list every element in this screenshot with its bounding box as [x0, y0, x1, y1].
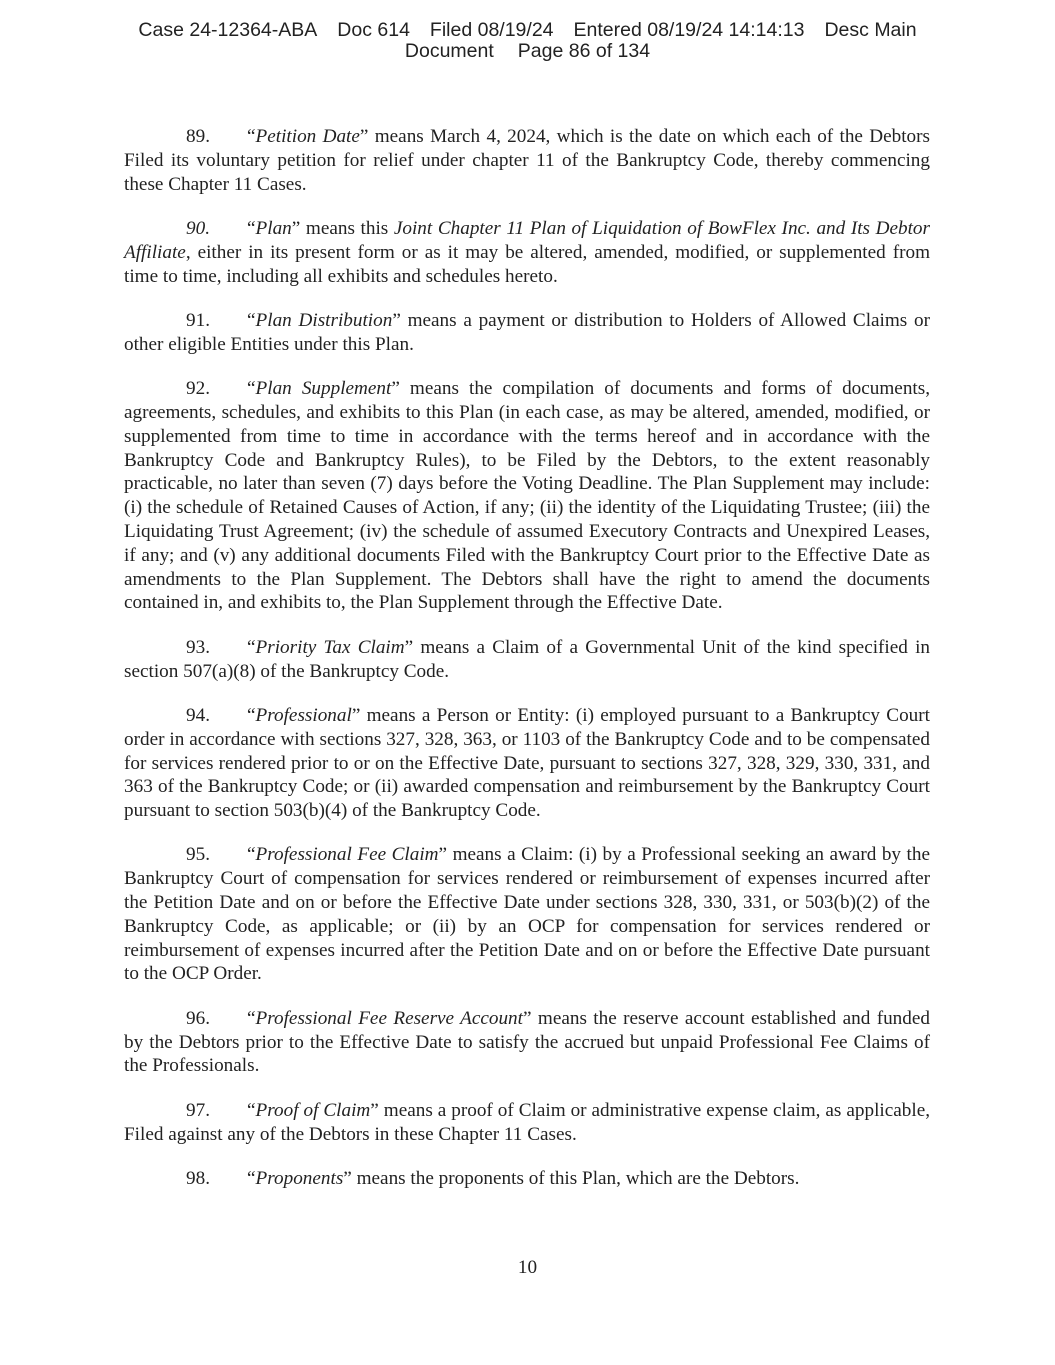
- definition-97: 97. “Proof of Claim” means a proof of Claim or administrative expense claim, as applicable, Filed against any of the Debtors in these Chapter 11 Cases.: [124, 1099, 931, 1145]
- document-body: [124, 125, 930, 1211]
- filing-header-line-2: [0, 41, 1055, 62]
- paragraph-number: 92.: [186, 378, 210, 400]
- paragraph-number: 98.: [186, 1168, 210, 1190]
- definition-text: ” means a Claim: (i) by a Professional seeking an award by the Bankruptcy Court of compensation for services rendered or reimbursement of expenses incurred after the Petition Date and on or before the Effective Date under sections 328, 330, 331, or 503(b)(2) of the Bankruptcy Code, as applicable; or (ii) by an OCP for compensation for services rendered or reimbursement of expenses incurred after the Petition Date and on or before the Effective Date pursuant to the OCP Order.: [124, 844, 930, 985]
- definition-93: 93. “Priority Tax Claim” means a Claim of a Governmental Unit of the kind specified in section 507(a)(8) of the Bankruptcy Code.: [124, 636, 930, 682]
- definition-98: 98. “Proponents” means the proponents of this Plan, which are the Debtors.: [186, 1168, 800, 1190]
- definition-text: ” means a Claim of a Governmental Unit of the kind specified in section 507(a)(8) of the Bankruptcy Code.: [124, 636, 930, 682]
- definition-90: 90. “Plan” means this Joint Chapter 11 Plan of Liquidation of BowFlex Inc. and Its Debtor Affiliate, either in its present form or as it may be altered, amended, modified, or supplemented from time to time, including all exhibits and schedules hereto.: [124, 217, 930, 287]
- defined-term: Petition Date: [255, 126, 360, 147]
- definition-text: ” means the reserve account established and funded by the Debtors prior to the Effective Date to satisfy the accrued but unpaid Professional Fee Claims of the Professionals.: [124, 1007, 930, 1077]
- defined-term: Plan Distribution: [255, 309, 393, 331]
- definition-96: 96. “Professional Fee Reserve Account” means the reserve account established and funded by the Debtors prior to the Effective Date to satisfy the accrued but unpaid Professional Fee Claims of the Professionals.: [124, 1007, 930, 1077]
- defined-term: Plan: [255, 217, 292, 239]
- document-label: Document: [404, 40, 494, 62]
- defined-term: Professional: [255, 704, 352, 726]
- paragraph-number: 96.: [186, 1007, 210, 1029]
- plan-title: Joint Chapter 11 Plan of Liquidation of BowFlex Inc. and Its Debtor Affiliate: [124, 217, 930, 263]
- defined-term: Plan Supplement: [255, 378, 392, 400]
- defined-term: Professional Fee Reserve Account: [255, 1007, 523, 1029]
- definition-92: 92. “Plan Supplement” means the compilation of documents and forms of documents, agreements, schedules, and exhibits to this Plan (in each case, as may be altered, amended, modified, or supplemented from time to time in accordance with the terms hereof and in accordance with the Bankruptcy Code and Bankruptcy Rules), to be Filed by the Debtors, to the extent reasonably practicable, no later than seven (7) days before the Voting Deadline. The Plan Supplement may include: (i) the schedule of Retained Causes of Action, if any; (ii) the identity of the Liquidating Trustee; (iii) the Liquidating Trust Agreement; (iv) the schedule of assumed Executory Contracts and Unexpired Leases, if any; and (v) any additional documents Filed with the Bankruptcy Court prior to the Effective Date as amendments to the Plan Supplement. The Debtors shall have the right to amend the documents contained in, and exhibits to, the Plan Supplement through the Effective Date.: [124, 378, 931, 614]
- definition-text: ” means March 4, 2024, which is the date on which each of the Debtors Filed its voluntary petition for relief under chapter 11 of the Bankruptcy Code, thereby commencing these Chapter 11 Cases.: [124, 126, 931, 195]
- filed-date: Filed 08/19/24: [429, 19, 554, 41]
- page-number: 10: [517, 1257, 538, 1278]
- paragraph-number: 97.: [186, 1099, 210, 1121]
- definition-text: ” means the compilation of documents and forms of documents, agreements, schedules, and exhibits to this Plan (in each case, as may be altered, amended, modified, or supplemented from time to time in accordance with the terms hereof and in accordance with the Bankruptcy Code and Bankruptcy Rules), to be Filed by the Debtors, to the extent reasonably practicable, no later than seven (7) days before the Voting Deadline. The Plan Supplement may include: (i) the schedule of Retained Causes of Action, if any; (ii) the identity of the Liquidating Trustee; (iii) the Liquidating Trust Agreement; (iv) the schedule of assumed Executory Contracts and Unexpired Leases, if any; and (v) any additional documents Filed with the Bankruptcy Court prior to the Effective Date as amendments to the Plan Supplement. The Debtors shall have the right to amend the documents contained in, and exhibits to, the Plan Supplement through the Effective Date.: [124, 378, 931, 614]
- paragraph-number: 91.: [186, 309, 210, 331]
- definition-text-continued: , either in its present form or as it may be altered, amended, modified, or supplemented from time to time, including all exhibits and schedules hereto.: [124, 241, 930, 287]
- definition-91: 91. “Plan Distribution” means a payment or distribution to Holders of Allowed Claims or other eligible Entities under this Plan.: [124, 309, 930, 355]
- doc-number: Doc 614: [337, 19, 410, 41]
- case-number: Case 24-12364-ABA: [138, 19, 318, 41]
- filing-header-line-1: [0, 20, 1055, 41]
- defined-term: Proponents: [255, 1168, 344, 1190]
- paragraph-number: 89.: [186, 126, 210, 147]
- defined-term: Priority Tax Claim: [255, 636, 405, 658]
- definition-text: ” means the proponents of this Plan, which are the Debtors.: [343, 1168, 800, 1190]
- definition-text: ” means a payment or distribution to Holders of Allowed Claims or other eligible Entities under this Plan.: [124, 309, 930, 355]
- defined-term: Proof of Claim: [255, 1099, 371, 1121]
- definition-text: ” means a Person or Entity: (i) employed pursuant to a Bankruptcy Court order in accordance with sections 327, 328, 363, or 1103 of the Bankruptcy Code and to be compensated for services rendered prior to or on the Effective Date, pursuant to sections 327, 328, 329, 330, 331, and 363 of the Bankruptcy Code; or (ii) awarded compensation and reimbursement by the Bankruptcy Court pursuant to section 503(b)(4) of the Bankruptcy Code.: [124, 704, 930, 822]
- filing-header: [0, 20, 1055, 62]
- page-indicator: Page 86 of 134: [517, 40, 651, 62]
- paragraph-number: 94.: [186, 704, 210, 726]
- paragraph-number: 95.: [186, 844, 210, 866]
- definition-94: 94. “Professional” means a Person or Entity: (i) employed pursuant to a Bankruptcy Court order in accordance with sections 327, 328, 363, or 1103 of the Bankruptcy Code and to be compensated for services rendered prior to or on the Effective Date, pursuant to sections 327, 328, 329, 330, 331, and 363 of the Bankruptcy Code; or (ii) awarded compensation and reimbursement by the Bankruptcy Court pursuant to section 503(b)(4) of the Bankruptcy Code.: [124, 704, 930, 822]
- definition-text: ” means this: [291, 217, 394, 239]
- definition-95: 95. “Professional Fee Claim” means a Claim: (i) by a Professional seeking an award by the Bankruptcy Court of compensation for services rendered or reimbursement of expenses incurred after the Petition Date and on or before the Effective Date under sections 328, 330, 331, or 503(b)(2) of the Bankruptcy Code, as applicable; or (ii) by an OCP for compensation for services rendered or reimbursement of expenses incurred after the Petition Date and on or before the Effective Date pursuant to the OCP Order.: [124, 844, 930, 985]
- entered-date: Entered 08/19/24 14:14:13: [573, 19, 805, 41]
- defined-term: Professional Fee Claim: [255, 844, 439, 866]
- paragraph-number: 93.: [186, 636, 210, 658]
- paragraph-number: 90.: [186, 217, 210, 239]
- definition-89: 89. “Petition Date” means March 4, 2024, which is the date on which each of the Debtors Filed its voluntary petition for relief under chapter 11 of the Bankruptcy Code, thereby commencing these Chapter 11 Cases.: [124, 126, 931, 195]
- definition-text: ” means a proof of Claim or administrative expense claim, as applicable, Filed against any of the Debtors in these Chapter 11 Cases.: [124, 1099, 931, 1145]
- desc-label: Desc Main: [824, 19, 917, 41]
